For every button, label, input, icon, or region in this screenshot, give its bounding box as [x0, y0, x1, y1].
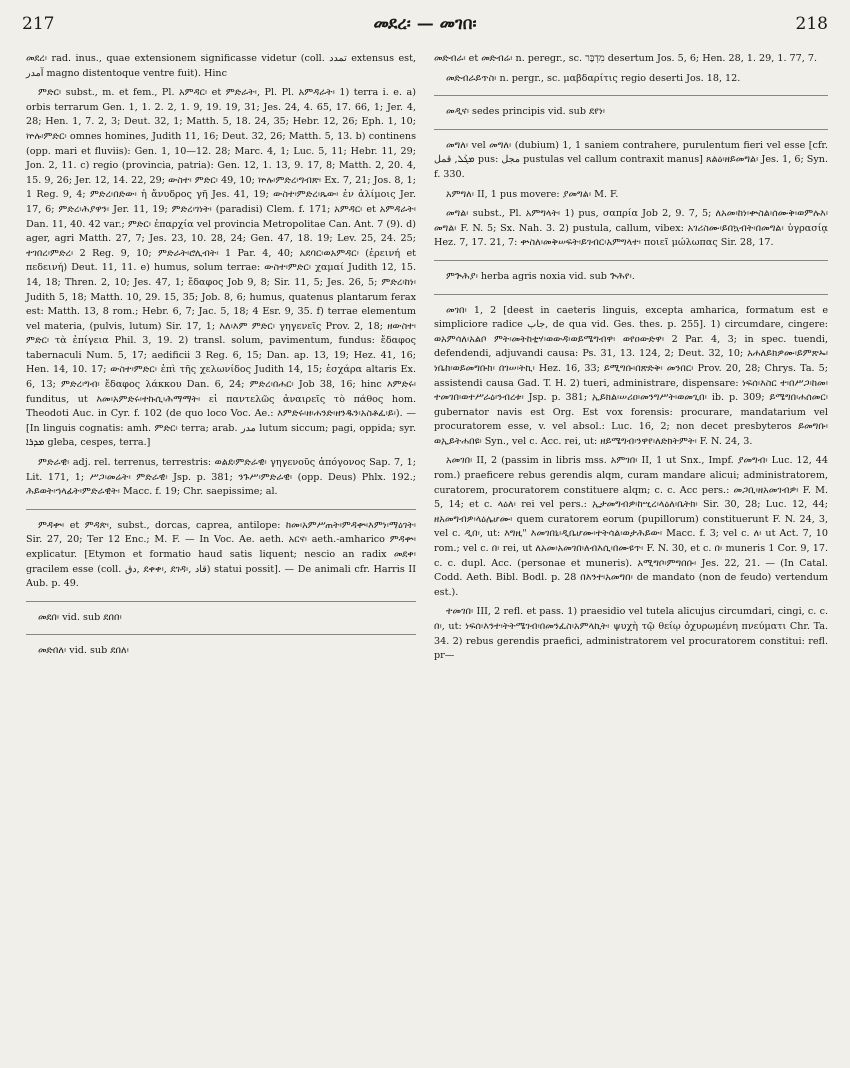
page-number-right: 218 — [795, 14, 828, 34]
entry-divider — [434, 294, 828, 295]
entry-megle: መግለ፡ vel መግለ፡ (dubium) 1, 1 saniem contrahere, purulentum fieri vel esse [cfr. ܡܓܰܠ, ﻗﻤﻞ pus: ﻣﺠﻞ pustulas vel callum contraxit manus] ጸልዕ፡ዘይመግል፡ Jes. 1, 6; Syn. f. 330. — [434, 139, 829, 180]
entry-divider — [434, 129, 828, 130]
entry-medebe: መደበ፡ vid. sub ደበበ፡ — [38, 611, 122, 623]
entry-temegebe: ተመገበ፡ III, 2 refl. et pass. 1) praesidio vel tutela alicujus circumdari, cingi, c. c. በ፡, ut: ነፍሰ፡እንተ፡ትትሜገብ፡በመንፈስ፡አምላኪት፡ ψυχὴ τῷ θείῳ ὀχυρωμένη πνεύματι Chr. Ta. 34. 2) rebus gerendis praefici, administratorem vel procuratorem constitui: refl. pr— — [434, 606, 828, 662]
running-title: መደረ፡ — መገበ፡ — [373, 14, 477, 34]
entry-divider — [26, 509, 416, 510]
entry-medina: መዲና፡ sedes principis vid. sub ደየነ፡ — [446, 106, 606, 118]
right-column — [434, 52, 828, 669]
entry-divider — [26, 634, 416, 635]
entry-mdaq: ምዳቍ፡ et ምዳጵ፡, subst., dorcas, caprea, antilope: ከመ፡አምሥጠት፡ምዳቍ፡እምነ፡ማዕገት፡ Sir. 27, 20; Ter 12 Enc.; M. F. — In Voc. Ae. aeth. አርና፡ aeth.-amharico ምዳቍ፡ explicatur. [Etymon et formatio haud satis liquent; nescio an radix መደቀ፡ gracilem esse (coll. ﺩﻕ, ደቀቀ፡, ደገዳ፡, ﻗﺎﺩ) statui possit]. — De animali cfr. Harris II Aub. p. 49. — [26, 519, 416, 590]
entry-mdr-noun: ምድር፡ subst., m. et fem., Pl. አምዳር፡ et ምድራት፡, Pl. Pl. አምዳራት፡ 1) terra i. e. a) orbis terrarum Gen. 1, 1. 2. 2, 1. 9, 19. 19, 31; Jes. 24, 4. 65, 17. 66, 1; Jer. 4, 28; Hen. 1, 7. 2, 3; Deut. 32, 1; Matth. 5, 18. 24, 35; Hebr. 12, 26; Eph. 1, 10; ኵሉ፡ምድር፡ omnes homines, Judith 11, 16; Deut. 32, 26; Matth. 5, 13. b) continens (opp. mari et fluviis): Gen. 1, 10—12. 28; Marc. 4, 1; Luc. 5, 11; Hebr. 11, 29; Jon. 2, 11. c) regio (provincia, patria): Gen. 12, 1. 13, 9. 17, 8; Matth. 2, 20. 4, 15. 9, 26; Jer. 12, 14. 22, 29; ውስተ፡ ምድር፡ 49, 10; ኵሉ፡ምድረ፡ግብጽ፡ Ex. 7, 21; Jos. 8, 1; 1 Reg. 9, 4; ምድረ፡በድው፡ ἡ ἄνυδρος γῆ Jes. 41, 19; ውስተ፡ምድረ፡ጼው፡ ἐν ἁλίμοις Jer. 17, 6; ምድረ፡ሕያዋን፡ Jer. 11, 19; ምድረ፡ገነት፡ (paradisi) Clem. f. 171; አምዳር፡ et አምዳራት፡ Dan. 11, 40. 42 var.; ምድር፡ ἐπαρχία vel provincia Metropolitae Can. Ant. 7 (9). d) ager, agri Matth. 27, 7; Jes. 23, 10. 28, 24; Gen. 47, 18. 19; Lev. 25, 24. 25; ተገበረ፡ምድረ፡ 2 Reg. 9, 10; ምድራት፡ሮሊብት፡ 1 Par. 4, 40; አደባር፡ወአምዳር፡ (ἐρεινή et πεδεινή) Deut. 11, 11. e) humus, solum terrae: ውስተ፡ምድር፡ χαμαί Judith 12, 15. 14, 18; Thren. 2, 10; Jes. 47, 1; ἔδαφος Job 9, 8; Sir. 11, 5; Jes. 26, 5; ምድረ፡ከነ፡ Judith 5, 18; Matth. 10, 29. 15, 35; Job. 8, 6; humus, quatenus plantarum ferax est: Matth. 13, 8 rom.; Hebr. 6, 7; Jac. 5, 18; 4 Esr. 9, 35. f) terrae elementum vel materia, (pulvis, lutum) Sir. 17, 1; እለ፡እም ምድር፡ γηγενεῖς Prov. 2, 18; ዘውስተ፡ምድር፡ τὰ ἐπίγεια Phil. 3, 19. 2) transl. solum, pavimentum, fundus: ἔδαφος tabernaculi Num. 5, 17; aedificii 3 Reg. 6, 15; Dan. ap. 13, 19; Hez. 41, 16; Hen. 14, 10. 17; ውስተ፡ምድር፡ ἐπὶ τῆς χελωνίδος Judith 14, 15; ἐσχάρα altaris Ex. 6, 13; ምድረ፡ግብ፡ ἔδαφος λάκκου Dan. 6, 24; ምድረ፡በሐር፡ Job 38, 16; hinc እምድሩ፡ funditus, ut እመ፡አምድሩ፡ተኩሲ፡ሕማማት፡ εἰ παντελῶς ἀναιρεῖς τὸ πάθος hom. Theodoti Auc. in Cyr. f. 102 (de quo loco Voc. Ae.: እምድሩ፡ዘ፡ሐንድ፡ዘንዱን፡አስቶፈ፡ይ፡). — [In linguis cognatis: amh. ምድር፡ terra; arab. ﻣﺪﺭ lutum siccum; pagi, oppida; syr. ܡܕܪܐ gleba, cespes, terra.] — [26, 87, 417, 449]
page-number-left: 217 — [22, 14, 55, 34]
entry-divider — [26, 601, 416, 602]
left-column — [26, 52, 416, 664]
entry-mdr: መደረ፡ rad. inus., quae extensionem significasse videtur (coll. ﺗﻤﺪﺩ extensus est, ﺁﻣﺪﺭ magno distentoque ventre fuit). Hinc — [26, 53, 416, 79]
entry-medbraytis: መድብራይጥስ፡ n. pergr., sc. μαβδαρίτις regio deserti Jos. 18, 12. — [446, 72, 741, 84]
entry-medbra: መድብራ፡ et መድብሬ፡ n. peregr., sc. מִדְבָּר desertum Jos. 5, 6; Hen. 28, 1. 29, 1. 77, 7. — [434, 53, 818, 64]
entry-amegebe: አመገበ፡ II, 2 (passim in libris mss. አምገበ፡ II, 1 ut Snx., Impf. ያመግብ፡ Luc. 12, 44 rom.) praeficere rebus gerendis alqm, curam mandare alicui; administratorem, curatorem, procuratorem constituere alqm; c. c. Acc pers.: መጋቢ፡ዘአመገብዎ፡ F. M. 5, 14; et c. ላዕለ፡ rei vel pers.: ኢታመግብዎ፡ከሢረ፡ላዕለ፡ቤትክ፡ Sir. 30, 28; Luc. 12, 44; ዘአመግብዎ፡ላዕሌሆሙ፡ quem curatorem eorum (pupillorum) constituerunt F. N. 24, 3, vel c. ዲበ፡, ut: እግዚ" እመገበኒ፡ዲቤሆሙ፡ተትሳል፡ወታሕይው፡ Macc. f. 3; vel c. ለ፡ ut Act. 7, 10 rom.; vel c. በ፡ rei, ut ለአመ፡አመገበ፡ለብእሲ፡በሙዩጥ፡ F. N. 30, et c. በ፡ muneris 1 Cor. 9, 17. c. c. dupl. Acc. (personae et muneris). አሚግቦ፡ምግበቡ፡ Jes. 22, 21. — (In Catal. Codd. Aeth. Bibl. Bodl. p. 28 በእንተ፡አመግበ፡ de mandato (non de feudo) vertendum est.). — [434, 455, 828, 598]
entry-amgle: አምግለ፡ II, 1 pus movere: ያመግል፡ M. F. — [446, 188, 619, 200]
entry-divider — [434, 95, 828, 96]
entry-medbele: መድበለ፡ vid. sub ደበለ፡ — [38, 645, 129, 657]
page-header — [22, 14, 828, 40]
entry-megebe: መገበ፡ 1, 2 [deest in caeteris linguis, excepta amharica, formatum est e simpliciore radice ﺟﺎﺏ, de qua vid. Ges. thes. p. 255]. 1) circumdare, cingere: ወአምሳለ፡አልቦ ምት፡መትከቲሃ፡ወውዳ፡ወይሜግብዋ፡ ወየዐውድዋ፡ 2 Par. 4, 3; in spec. tuendi, defendendi, adjuvandi causa: Ps. 31, 13. 124, 2; Deut. 32, 10; አሐለይክዎሙ፡ይምጽኡ፡ነቤከ፡ወይመግቡከ፡ በገሠ፡ትኪ፡ Hez. 16, 33; ይሚግቡ፡በጽድቅ፡ መንበር፡ Prov. 20, 28; Chrys. Ta. 5; assistendi causa Gad. T. H. 2) tueri, administrare, dispensare: ነፍሰ፡እስር ተ፡በሥጋ፡ከመ፡ተመገበ፡ወተሥራዕ፡ንብረቱ፡ Jsp. p. 381; ኢይክል፡ሠሪዐ፡መንግሥት፡ወመጊበ፡ ib. p. 309; ይሜግበ፡ሐሰመር፡ gubernator navis est Org. Est vox forensis: procurare, mandatarium vel procuratorem esse, v. vel absol.: Luc. 16, 2; non decet presbyteros ይመግቡ፡ወኢይትሐበዩ፡ Syn., vel c. Acc. rei, ut: ዘይሜግብ፡ንዋየ፡ለድክትምት፡ F. N. 24, 3. — [434, 304, 828, 447]
entry-mguhya: ምጕሕያ፡ herba agris noxia vid. sub ጕሕየ፡. — [446, 270, 635, 282]
entry-mdrawi: ምድራዊ፡ adj. rel. terrenus, terrestris: ወልደ፡ምድራዊ፡ γηγενοῦς ἀπόγονος Sap. 7, 1; Lit. 171, 1; ሥጋ፡መሬት፡ ምድራዊ፡ Jsp. p. 381; ንጉሥ፡ምድራዊ፡ (opp. Deus) Phlx. 192.; ሕይወት፡ኀላፊት፡ምድራዊት፡ Macc. f. 19; Chr. saepissime; al. — [26, 457, 416, 498]
entry-divider — [434, 260, 828, 261]
entry-megl: መግል፡ subst., Pl. አምግላት፡ 1) pus, σαπρία Job 2, 9. 7, 5; ለአመ፡ከነ፡ቍስል፡ሰሙቅ፡ወምሉእ፡መግል፡ F. N. 5; Sx. Nah. 3. 2) pustula, callum, vibex: አገሪስሙ፡ይበኳብት፡በመግል፡ ὑγρασίᾳ Hez. 7, 17. 21, 7: ቍስለ፡መቅሠፍት፡ይገብር፡አምግላተ፡ ποιεῖ μώλωπας Sir. 28, 17. — [434, 208, 828, 249]
